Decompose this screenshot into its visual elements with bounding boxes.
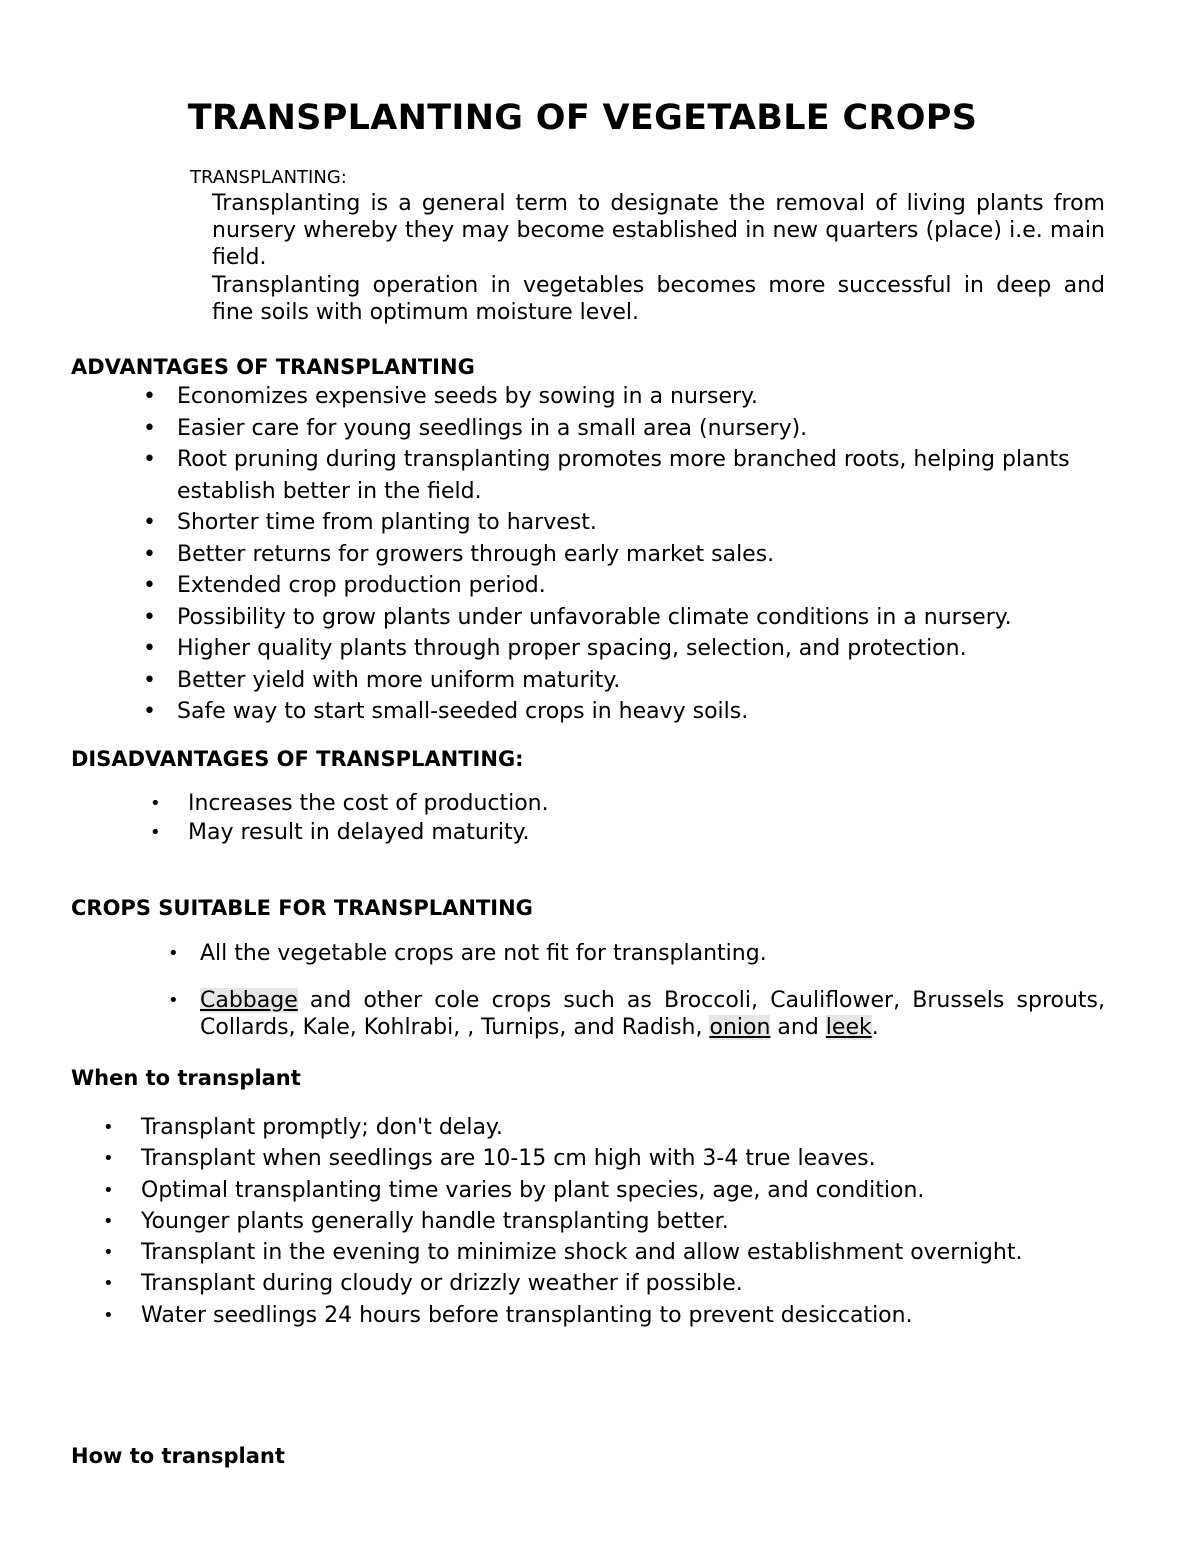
intro-label: TRANSPLANTING:	[190, 167, 347, 188]
advantages-heading: ADVANTAGES OF TRANSPLANTING	[71, 355, 475, 379]
intro-paragraph-2: Transplanting operation in vegetables becomes more successful in deep and fine soils with optimum moisture level.	[212, 273, 1105, 325]
page-title: TRANSPLANTING OF VEGETABLE CROPS	[187, 98, 978, 138]
intro-paragraph-1: Transplanting is a general term to designate the removal of living plants from nursery whereby they may become established in new quarters (place) i.e. main field.	[212, 191, 1105, 270]
list-item	[143, 602, 1077, 634]
bullet-icon: •	[143, 447, 156, 472]
list-item-text: Water seedlings 24 hours before transplanting to prevent desiccation.	[141, 1302, 913, 1328]
bullet-icon: •	[103, 1304, 114, 1326]
list-item	[150, 819, 1088, 848]
bullet-icon: •	[143, 384, 156, 409]
list-item-text: Possibility to grow plants under unfavorable climate conditions in a nursery.	[177, 604, 1012, 630]
list-item	[143, 696, 1077, 728]
bullet-icon: •	[150, 793, 161, 814]
list-item	[143, 665, 1077, 697]
bullet-icon: •	[168, 990, 179, 1011]
list-item	[150, 790, 1088, 819]
bullet-icon: •	[103, 1148, 114, 1170]
list-item	[103, 1237, 1101, 1268]
list-item-text: Better yield with more uniform maturity.	[177, 667, 621, 693]
crops-list	[168, 940, 1105, 1041]
bullet-icon: •	[168, 943, 179, 964]
list-item	[143, 413, 1077, 445]
list-item-text: Optimal transplanting time varies by plant species, age, and condition.	[141, 1177, 925, 1203]
list-item-text: .	[871, 1015, 879, 1040]
list-item-text: Increases the cost of production.	[188, 791, 549, 816]
bullet-icon: •	[143, 573, 156, 598]
list-item-text: Transplant during cloudy or drizzly weather if possible.	[141, 1271, 743, 1297]
list-item-text: Easier care for young seedlings in a small area (nursery).	[177, 415, 808, 441]
list-item	[143, 381, 1077, 413]
list-item-text: May result in delayed maturity.	[188, 819, 530, 845]
list-item-text: Safe way to start small-seeded crops in heavy soils.	[177, 699, 749, 724]
bullet-icon: •	[103, 1117, 114, 1138]
how-heading: How to transplant	[71, 1444, 285, 1468]
highlighted-word: leek	[825, 1015, 872, 1040]
bullet-icon: •	[150, 821, 161, 843]
list-item	[143, 507, 1077, 539]
bullet-icon: •	[103, 1242, 114, 1264]
list-item	[103, 1143, 1101, 1174]
when-heading: When to transplant	[71, 1066, 301, 1090]
list-item	[168, 940, 1105, 967]
list-item	[143, 570, 1077, 602]
list-item	[103, 1268, 1101, 1299]
bullet-icon: •	[143, 415, 156, 441]
bullet-icon: •	[103, 1210, 114, 1232]
list-item	[103, 1175, 1101, 1206]
highlighted-word: Cabbage	[200, 988, 298, 1013]
advantages-list	[143, 381, 1077, 728]
list-item-text: Shorter time from planting to harvest.	[177, 510, 597, 535]
disadvantages-list	[150, 790, 1088, 847]
list-item-text: Transplant promptly; don't delay.	[141, 1115, 503, 1140]
crops-heading: CROPS SUITABLE FOR TRANSPLANTING	[71, 896, 533, 920]
list-item-text: and	[770, 1015, 826, 1040]
bullet-icon: •	[103, 1273, 114, 1295]
bullet-icon: •	[143, 667, 156, 693]
disadvantages-heading: DISADVANTAGES OF TRANSPLANTING:	[71, 747, 524, 771]
list-item	[143, 444, 1077, 507]
list-item-text: and other cole crops such as Broccoli, Cauliflower, Brussels sprouts, Collards, Kale, Kohlrabi, , Turnips, and Radish,	[200, 988, 1105, 1040]
highlighted-word: onion	[709, 1015, 771, 1040]
list-item	[103, 1206, 1101, 1237]
list-item	[103, 1112, 1101, 1143]
list-item	[143, 539, 1077, 571]
bullet-icon: •	[103, 1179, 114, 1201]
list-item-text: All the vegetable crops are not fit for transplanting.	[200, 941, 767, 966]
list-item-text: Better returns for growers through early market sales.	[177, 541, 775, 567]
when-list	[103, 1112, 1101, 1331]
list-item-text: Higher quality plants through proper spacing, selection, and protection.	[177, 636, 967, 661]
bullet-icon: •	[143, 636, 156, 661]
list-item-text: Younger plants generally handle transplanting better.	[141, 1208, 729, 1234]
list-item-text: Transplant when seedlings are 10-15 cm high with 3-4 true leaves.	[141, 1146, 876, 1172]
bullet-icon: •	[143, 541, 156, 567]
list-item	[168, 987, 1105, 1041]
list-item-text: Transplant in the evening to minimize shock and allow establishment overnight.	[141, 1240, 1023, 1266]
list-item	[103, 1300, 1101, 1331]
bullet-icon: •	[143, 604, 156, 630]
list-item-text: Economizes expensive seeds by sowing in a nursery.	[177, 384, 758, 409]
list-item-text: Root pruning during transplanting promotes more branched roots, helping plants establish better in the field.	[177, 447, 1070, 504]
list-item	[143, 633, 1077, 665]
bullet-icon: •	[143, 699, 156, 724]
list-item-text: Extended crop production period.	[177, 573, 546, 598]
bullet-icon: •	[143, 510, 156, 535]
